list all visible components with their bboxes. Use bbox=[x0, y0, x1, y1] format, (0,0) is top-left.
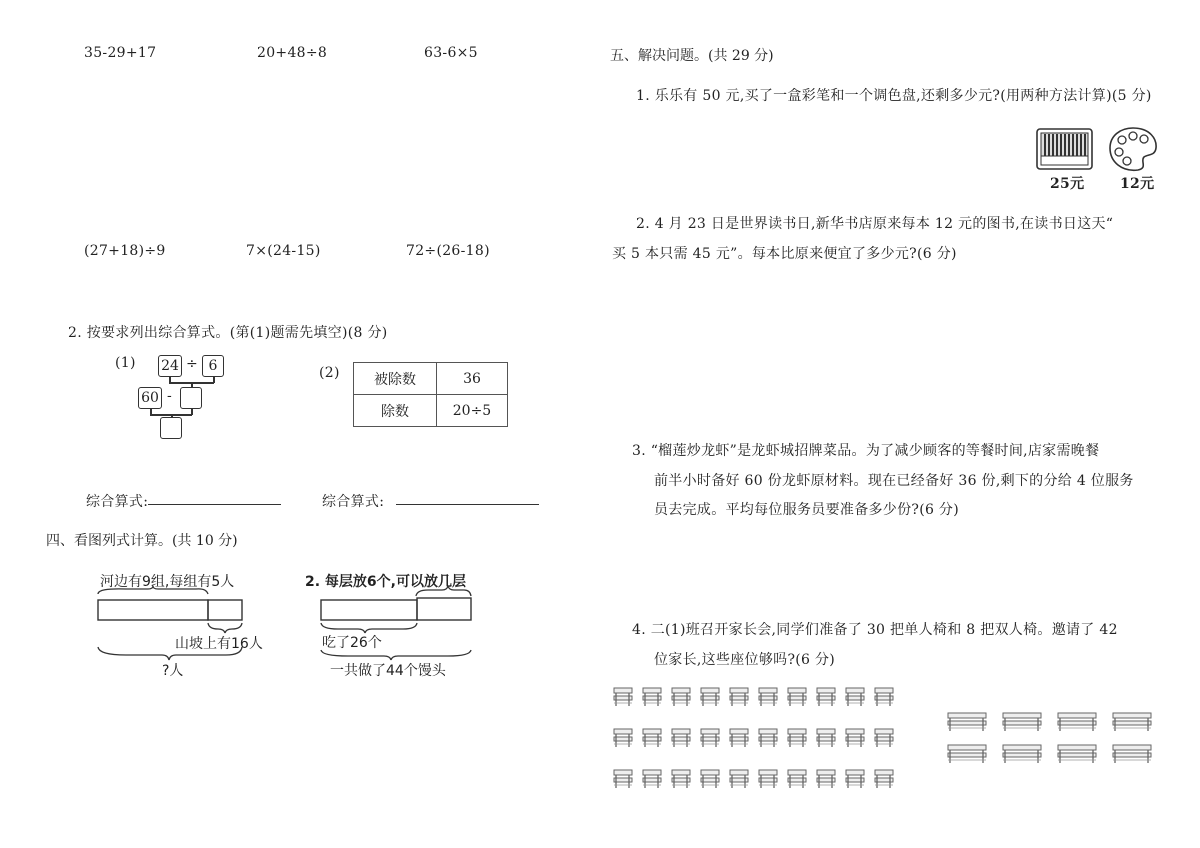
divisor-label: 除数 bbox=[354, 395, 437, 427]
expression-2: 20+48÷8 bbox=[257, 45, 328, 61]
double-chair-icon bbox=[1057, 744, 1097, 766]
fig2-eaten-label: 吃了26个 bbox=[322, 635, 382, 651]
double-chair-icon bbox=[1002, 744, 1042, 766]
q2-part2-label: (2) bbox=[319, 365, 340, 381]
blank-box-result[interactable] bbox=[160, 417, 182, 439]
divisor-value: 20÷5 bbox=[437, 395, 508, 427]
single-chair-icon bbox=[613, 728, 633, 748]
q4-line-2: 位家长,这些座位够吗?(6 分) bbox=[654, 652, 836, 668]
double-chair-icon bbox=[947, 744, 987, 766]
single-chair-icon bbox=[613, 769, 633, 789]
double-chair-icon bbox=[1112, 744, 1152, 766]
expression-6: 72÷(26-18) bbox=[406, 243, 490, 259]
single-chair-icon bbox=[845, 769, 865, 789]
fig2-top-label: 2. 每层放6个,可以放几层 bbox=[305, 574, 466, 590]
single-chair-icon bbox=[671, 769, 691, 789]
q3-line-2: 前半小时备好 60 份龙虾原材料。现在已经备好 36 份,剩下的分给 4 位服务 bbox=[654, 473, 1134, 489]
single-chair-icon bbox=[816, 687, 836, 707]
single-chair-icon bbox=[787, 687, 807, 707]
single-chair-icon bbox=[700, 728, 720, 748]
single-chair-icon bbox=[874, 728, 894, 748]
price-palette: 12元 bbox=[1120, 176, 1155, 192]
fig1-right-label: 山坡上有16人 bbox=[175, 636, 263, 652]
single-chair-icon bbox=[700, 769, 720, 789]
q2-line-1: 2. 4 月 23 日是世界读书日,新华书店原来每本 12 元的图书,在读书日这天“ bbox=[636, 216, 1114, 232]
q2-title: 2. 按要求列出综合算式。(第(1)题需先填空)(8 分) bbox=[68, 325, 388, 341]
formula-answer-line-1[interactable] bbox=[148, 504, 281, 505]
expression-3: 63-6×5 bbox=[424, 45, 478, 61]
single-chair-icon bbox=[845, 728, 865, 748]
fig1-top-label: 河边有9组,每组有5人 bbox=[100, 574, 235, 590]
single-chair-icon bbox=[874, 687, 894, 707]
q3-line-3: 员去完成。平均每位服务员要准备多少份?(6 分) bbox=[654, 502, 959, 518]
single-chair-icon bbox=[700, 687, 720, 707]
single-chair-icon bbox=[816, 728, 836, 748]
single-chair-icon bbox=[758, 769, 778, 789]
single-chair-icon bbox=[613, 687, 633, 707]
single-chair-icon bbox=[758, 728, 778, 748]
division-table bbox=[353, 362, 508, 427]
single-chair-icon bbox=[816, 769, 836, 789]
single-chair-icon bbox=[787, 769, 807, 789]
single-chair-icon bbox=[642, 687, 662, 707]
fig2-total-label: 一共做了44个馒头 bbox=[330, 663, 446, 679]
expression-5: 7×(24-15) bbox=[246, 243, 321, 259]
blank-box-quotient[interactable] bbox=[180, 387, 202, 409]
palette-icon bbox=[1108, 126, 1158, 172]
single-chair-icon bbox=[671, 728, 691, 748]
dividend-value: 36 bbox=[437, 363, 508, 395]
expression-1: 35-29+17 bbox=[84, 45, 157, 61]
q2-line-2: 买 5 本只需 45 元”。每本比原来便宜了多少元?(6 分) bbox=[612, 246, 957, 262]
single-chair-icon bbox=[642, 769, 662, 789]
divide-sign: ÷ bbox=[186, 356, 199, 372]
single-chair-icon bbox=[729, 769, 749, 789]
double-chair-icon bbox=[1057, 712, 1097, 734]
single-chair-icon bbox=[671, 687, 691, 707]
double-chair-icon bbox=[1112, 712, 1152, 734]
color-pen-box-icon bbox=[1036, 128, 1094, 172]
q3-line-1: 3. “榴莲炒龙虾”是龙虾城招牌菜品。为了减少顾客的等餐时间,店家需晚餐 bbox=[632, 443, 1100, 459]
expression-4: (27+18)÷9 bbox=[84, 243, 166, 259]
q1-text: 1. 乐乐有 50 元,买了一盒彩笔和一个调色盘,还剩多少元?(用两种方法计算)(5 分) bbox=[636, 88, 1152, 104]
section4-title: 四、看图列式计算。(共 10 分) bbox=[46, 533, 238, 549]
single-chair-icon bbox=[874, 769, 894, 789]
formula-answer-line-2[interactable] bbox=[396, 504, 539, 505]
double-chair-icon bbox=[1002, 712, 1042, 734]
single-chair-icon bbox=[729, 687, 749, 707]
section5-title: 五、解决问题。(共 29 分) bbox=[610, 48, 774, 64]
price-pen-box: 25元 bbox=[1050, 176, 1085, 192]
number-box-60: 60 bbox=[138, 387, 162, 409]
number-box-24: 24 bbox=[158, 355, 182, 377]
dividend-label: 被除数 bbox=[354, 363, 437, 395]
q4-line-1: 4. 二(1)班召开家长会,同学们准备了 30 把单人椅和 8 把双人椅。邀请了 42 bbox=[632, 622, 1118, 638]
formula-label-1: 综合算式: bbox=[86, 494, 149, 510]
single-chair-icon bbox=[845, 687, 865, 707]
formula-label-2: 综合算式: bbox=[322, 494, 385, 510]
single-chair-icon bbox=[758, 687, 778, 707]
fig1-bottom-label: ?人 bbox=[162, 663, 184, 679]
single-chair-icon bbox=[729, 728, 749, 748]
minus-sign: - bbox=[167, 388, 173, 404]
number-box-6: 6 bbox=[202, 355, 224, 377]
single-chair-icon bbox=[787, 728, 807, 748]
q2-part1-label: (1) bbox=[115, 355, 136, 371]
single-chair-icon bbox=[642, 728, 662, 748]
double-chair-icon bbox=[947, 712, 987, 734]
